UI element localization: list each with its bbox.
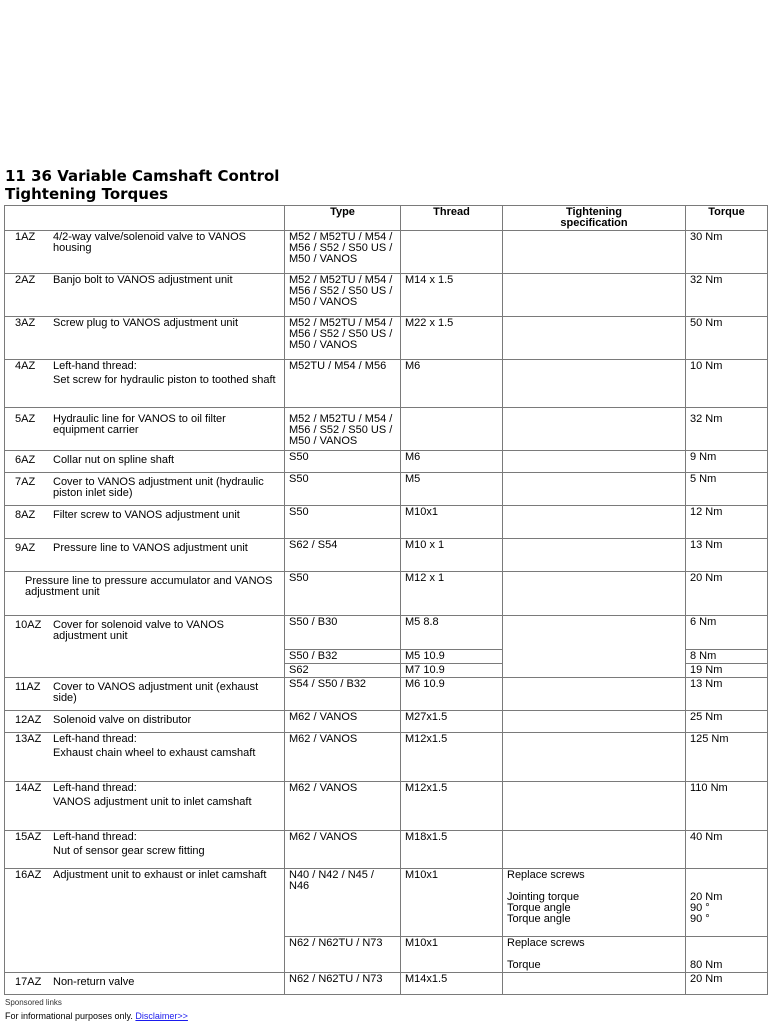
row-az: 17AZ — [15, 976, 42, 988]
row-az: 16AZ — [15, 869, 42, 881]
row-torque: 32 Nm — [686, 274, 768, 317]
row-type: M62 / VANOS — [285, 711, 401, 733]
row-description — [5, 360, 285, 408]
row-spec — [503, 711, 686, 733]
row-az: 10AZ — [15, 619, 42, 631]
row-type: M62 / VANOS — [285, 733, 401, 782]
row-thread: M5 10.9 — [401, 650, 503, 664]
row-description — [5, 408, 285, 451]
row-type: M62 / VANOS — [285, 831, 401, 869]
row-description — [5, 869, 285, 973]
torque-line: 20 Nm — [690, 891, 723, 903]
row-description — [5, 831, 285, 869]
row-torque: 32 Nm — [686, 408, 768, 451]
row-description — [5, 317, 285, 360]
row-desc-sub: Nut of sensor gear screw fitting — [53, 845, 205, 857]
row-torque: 6 Nm — [686, 616, 768, 650]
sponsored-links-label: Sponsored links — [5, 998, 62, 1007]
row-torque: 25 Nm — [686, 711, 768, 733]
row-description — [5, 274, 285, 317]
table-row — [5, 317, 768, 360]
table-row — [5, 408, 768, 451]
row-spec — [503, 937, 686, 973]
row-desc-text: Cover to VANOS adjustment unit (exhaust side) — [53, 681, 259, 704]
spec-line: Jointing torque — [507, 891, 580, 903]
row-torque: 125 Nm — [686, 733, 768, 782]
row-desc-text: Cover to VANOS adjustment unit (hydraulic piston inlet side) — [53, 476, 264, 499]
table-row — [5, 733, 768, 782]
row-description — [5, 473, 285, 506]
row-az: 12AZ — [15, 714, 42, 726]
row-az: 6AZ — [15, 454, 36, 466]
row-desc-text: 4/2-way valve/solenoid valve to VANOS housing — [53, 231, 246, 254]
row-az: 5AZ — [15, 413, 36, 425]
table-row — [5, 572, 768, 616]
row-type: S62 — [285, 664, 401, 678]
row-desc-sub: VANOS adjustment unit to inlet camshaft — [53, 796, 252, 808]
table-row — [5, 782, 768, 831]
row-thread: M6 — [401, 451, 503, 473]
row-thread: M5 8.8 — [401, 616, 503, 650]
row-type: M52 / M52TU / M54 / M56 / S52 / S50 US / M50 / VANOS — [285, 274, 401, 317]
row-torque: 20 Nm — [686, 572, 768, 616]
row-desc-text: Pressure line to VANOS adjustment unit — [53, 542, 248, 554]
torque-line: 90 ° — [690, 902, 710, 914]
row-description — [5, 451, 285, 473]
row-thread: M10x1 — [401, 506, 503, 539]
row-spec — [503, 506, 686, 539]
disclaimer-link[interactable]: Disclaimer>> — [135, 1011, 188, 1021]
row-thread: M27x1.5 — [401, 711, 503, 733]
row-description — [5, 678, 285, 711]
row-torque: 12 Nm — [686, 506, 768, 539]
row-desc-text: Adjustment unit to exhaust or inlet camshaft — [53, 869, 267, 881]
row-spec — [503, 973, 686, 995]
row-desc-sub: Set screw for hydraulic piston to toothed shaft — [53, 374, 276, 386]
table-row — [5, 711, 768, 733]
row-desc-text: Left-hand thread: — [53, 782, 137, 794]
header-torque: Torque — [686, 206, 768, 231]
torque-line: 90 ° — [690, 913, 710, 925]
row-thread: M6 — [401, 360, 503, 408]
table-header-row — [5, 206, 768, 231]
row-desc-text: Non-return valve — [53, 976, 135, 988]
row-type: M52 / M52TU / M54 / M56 / S52 / S50 US / M50 / VANOS — [285, 317, 401, 360]
spec-line: Replace screws — [507, 869, 585, 881]
row-desc-text: Left-hand thread: — [53, 360, 137, 372]
row-torque — [686, 937, 768, 973]
row-torque: 13 Nm — [686, 539, 768, 572]
header-description — [5, 206, 285, 231]
row-spec — [503, 539, 686, 572]
info-text: For informational purposes only. — [5, 1011, 133, 1021]
row-az: 7AZ — [15, 476, 36, 488]
row-type: N62 / N62TU / N73 — [285, 937, 401, 973]
table-row — [5, 360, 768, 408]
row-thread — [401, 231, 503, 274]
row-desc-text: Screw plug to VANOS adjustment unit — [53, 317, 239, 329]
row-type: S50 — [285, 451, 401, 473]
row-description — [5, 539, 285, 572]
table-row — [5, 506, 768, 539]
row-spec — [503, 231, 686, 274]
row-type: N62 / N62TU / N73 — [285, 973, 401, 995]
page-title — [5, 167, 279, 203]
row-type: N40 / N42 / N45 / N46 — [285, 869, 401, 937]
row-az: 3AZ — [15, 317, 36, 329]
spec-line: Torque angle — [507, 902, 571, 914]
table-row — [5, 973, 768, 995]
header-type: Type — [285, 206, 401, 231]
row-desc-text: Filter screw to VANOS adjustment unit — [53, 509, 240, 521]
table-row — [5, 616, 768, 650]
row-desc-text: Solenoid valve on distributor — [53, 714, 192, 726]
table-row — [5, 231, 768, 274]
row-desc-text: Cover for solenoid valve to VANOS adjustment unit — [53, 619, 224, 642]
row-torque: 19 Nm — [686, 664, 768, 678]
row-spec — [503, 733, 686, 782]
row-description — [5, 711, 285, 733]
page-title-line2: Tightening Torques — [5, 185, 169, 203]
row-thread: M10x1 — [401, 937, 503, 973]
row-az: 11AZ — [15, 681, 41, 693]
table-row — [5, 539, 768, 572]
row-thread: M12x1.5 — [401, 733, 503, 782]
spec-line: Torque angle — [507, 913, 571, 925]
row-type: M52 / M52TU / M54 / M56 / S52 / S50 US / M50 / VANOS — [285, 408, 401, 451]
header-spec-line1: Tightening — [565, 206, 622, 218]
row-thread: M18x1.5 — [401, 831, 503, 869]
row-spec — [503, 360, 686, 408]
row-desc-text: Collar nut on spline shaft — [53, 454, 175, 466]
row-torque: 9 Nm — [686, 451, 768, 473]
row-thread: M7 10.9 — [401, 664, 503, 678]
row-desc-text: Pressure line to pressure accumulator and VANOS adjustment unit — [25, 575, 273, 598]
row-az: 2AZ — [15, 274, 36, 286]
row-spec — [503, 451, 686, 473]
row-torque: 110 Nm — [686, 782, 768, 831]
header-spec-line2: specification — [560, 217, 628, 229]
table-row — [5, 869, 768, 937]
row-description — [5, 973, 285, 995]
row-thread: M22 x 1.5 — [401, 317, 503, 360]
row-spec — [503, 317, 686, 360]
row-spec — [503, 869, 686, 937]
row-spec — [503, 782, 686, 831]
row-az: 1AZ — [15, 231, 36, 243]
row-torque: 13 Nm — [686, 678, 768, 711]
row-torque: 50 Nm — [686, 317, 768, 360]
table-row — [5, 831, 768, 869]
torque-line: 80 Nm — [690, 959, 723, 971]
row-spec — [503, 678, 686, 711]
row-thread — [401, 408, 503, 451]
row-description — [5, 572, 285, 616]
row-desc-text: Banjo bolt to VANOS adjustment unit — [53, 274, 233, 286]
row-spec — [503, 616, 686, 678]
page-title-line1: 11 36 Variable Camshaft Control — [5, 167, 280, 185]
footer-disclaimer — [5, 1011, 188, 1021]
row-type: S50 — [285, 506, 401, 539]
row-type: S50 / B30 — [285, 616, 401, 650]
row-spec — [503, 274, 686, 317]
row-type: S62 / S54 — [285, 539, 401, 572]
row-thread: M12x1.5 — [401, 782, 503, 831]
row-thread: M14 x 1.5 — [401, 274, 503, 317]
row-type: M62 / VANOS — [285, 782, 401, 831]
row-spec — [503, 831, 686, 869]
row-az: 14AZ — [15, 782, 42, 794]
header-thread: Thread — [401, 206, 503, 231]
row-desc-sub: Exhaust chain wheel to exhaust camshaft — [53, 747, 256, 759]
row-spec — [503, 473, 686, 506]
row-az: 15AZ — [15, 831, 42, 843]
row-torque: 10 Nm — [686, 360, 768, 408]
row-az: 13AZ — [15, 733, 42, 745]
row-description — [5, 231, 285, 274]
header-spec — [503, 206, 686, 231]
spec-line: Torque — [507, 959, 541, 971]
row-desc-text: Left-hand thread: — [53, 831, 137, 843]
row-desc-text: Left-hand thread: — [53, 733, 137, 745]
row-torque: 30 Nm — [686, 231, 768, 274]
row-thread: M10x1 — [401, 869, 503, 937]
row-torque: 5 Nm — [686, 473, 768, 506]
row-type: S50 — [285, 473, 401, 506]
table-row — [5, 274, 768, 317]
table-row — [5, 473, 768, 506]
row-torque: 40 Nm — [686, 831, 768, 869]
row-az: 9AZ — [15, 542, 36, 554]
table-row — [5, 451, 768, 473]
row-desc-text: Hydraulic line for VANOS to oil filter equipment carrier — [53, 413, 226, 436]
row-type: M52TU / M54 / M56 — [285, 360, 401, 408]
table-row — [5, 678, 768, 711]
row-description — [5, 782, 285, 831]
spec-line: Replace screws — [507, 937, 585, 949]
row-thread: M5 — [401, 473, 503, 506]
torque-table — [4, 205, 768, 995]
row-type: S50 / B32 — [285, 650, 401, 664]
row-type: M52 / M52TU / M54 / M56 / S52 / S50 US / M50 / VANOS — [285, 231, 401, 274]
row-description — [5, 616, 285, 678]
row-az: 4AZ — [15, 360, 36, 372]
row-spec — [503, 572, 686, 616]
row-thread: M12 x 1 — [401, 572, 503, 616]
row-torque: 8 Nm — [686, 650, 768, 664]
row-thread: M10 x 1 — [401, 539, 503, 572]
row-type: S54 / S50 / B32 — [285, 678, 401, 711]
row-thread: M14x1.5 — [401, 973, 503, 995]
row-torque — [686, 869, 768, 937]
row-torque: 20 Nm — [686, 973, 768, 995]
row-type: S50 — [285, 572, 401, 616]
row-description — [5, 506, 285, 539]
row-thread: M6 10.9 — [401, 678, 503, 711]
row-description — [5, 733, 285, 782]
row-az: 8AZ — [15, 509, 36, 521]
row-spec — [503, 408, 686, 451]
